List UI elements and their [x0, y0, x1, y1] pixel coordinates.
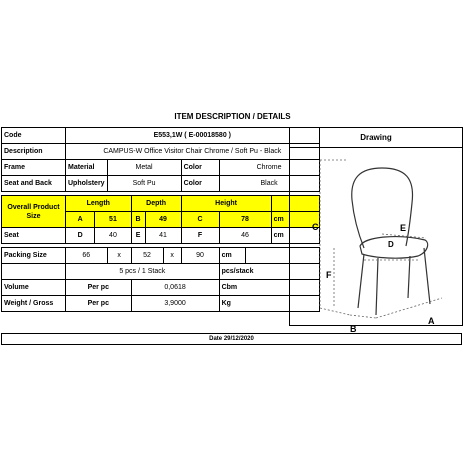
row-volume [2, 280, 320, 296]
dim-b-value: 49 [145, 212, 181, 228]
spec-sheet [0, 109, 465, 345]
dim-e-value: 41 [145, 228, 181, 244]
packing-value: 5 pcs / 1 Stack [66, 264, 220, 280]
dim-c-value: 78 [219, 212, 271, 228]
packing-w: 66 [66, 248, 108, 264]
row-weight [2, 296, 320, 312]
packing-x2: x [163, 248, 181, 264]
row-code [2, 128, 320, 144]
weight-label: Weight / Gross [2, 296, 66, 312]
dim-d-value: 40 [95, 228, 131, 244]
packing-h: 90 [181, 248, 219, 264]
upholstery-value: Soft Pu [107, 176, 181, 192]
volume-value: 0,0618 [131, 280, 219, 296]
row-seat-back [2, 176, 320, 192]
length-header: Length [66, 196, 132, 212]
volume-per: Per pc [66, 280, 132, 296]
spec-table [1, 127, 320, 312]
description-label: Description [2, 144, 66, 160]
overall-size-label: Overall Product Size [2, 196, 66, 228]
chair-drawing [290, 148, 462, 334]
dim-a-value: 51 [95, 212, 131, 228]
depth-header: Depth [131, 196, 181, 212]
label-d: D [388, 240, 394, 249]
dim-d-label: D [66, 228, 95, 244]
dim-unit: cm [271, 212, 319, 228]
row-seat [2, 228, 320, 244]
packing-size-label: Packing Size [2, 248, 66, 264]
frame-material-label: Material [66, 160, 108, 176]
dim-e-label: E [131, 228, 145, 244]
label-c: C [312, 222, 319, 232]
seat-color-value: Black [219, 176, 319, 192]
height-header: Height [181, 196, 271, 212]
packing-unit: pcs/stack [219, 264, 319, 280]
dim-f-label: F [181, 228, 219, 244]
dim-b-label: B [131, 212, 145, 228]
seat-color-label: Color [181, 176, 219, 192]
volume-unit: Cbm [219, 280, 319, 296]
weight-unit: Kg [219, 296, 319, 312]
code-label: Code [2, 128, 66, 144]
frame-label: Frame [2, 160, 66, 176]
date-footer: Date 29/12/2020 [1, 333, 462, 345]
packing-d: 52 [131, 248, 163, 264]
weight-per: Per pc [66, 296, 132, 312]
packing-size-unit: cm [219, 248, 245, 264]
weight-value: 3,9000 [131, 296, 219, 312]
label-f: F [326, 270, 332, 280]
volume-label: Volume [2, 280, 66, 296]
dim-a-label: A [66, 212, 95, 228]
label-b: B [350, 324, 357, 334]
dim-c-label: C [181, 212, 219, 228]
row-packing [2, 264, 320, 280]
row-packing-size [2, 248, 320, 264]
packing-x1: x [107, 248, 131, 264]
label-e: E [400, 223, 407, 233]
frame-material-value: Metal [107, 160, 181, 176]
drawing-panel [289, 127, 463, 334]
upholstery-label: Upholstery [66, 176, 108, 192]
frame-color-label: Color [181, 160, 219, 176]
label-a: A [428, 316, 435, 326]
code-value: E553,1W ( E-00018580 ) [66, 128, 320, 144]
description-value: CAMPUS-W Office Visitor Chair Chrome / Soft Pu - Black [66, 144, 320, 160]
seat-label: Seat [2, 228, 66, 244]
seat-unit: cm [271, 228, 319, 244]
seat-back-label: Seat and Back [2, 176, 66, 192]
frame-color-value: Chrome [219, 160, 319, 176]
row-dimension-headers [2, 196, 320, 212]
dimension-lines [320, 160, 442, 318]
row-description [2, 144, 320, 160]
drawing-title: Drawing [290, 128, 462, 148]
row-frame [2, 160, 320, 176]
sheet-title: ITEM DESCRIPTION / DETAILS [174, 112, 291, 121]
dim-f-value: 46 [219, 228, 271, 244]
